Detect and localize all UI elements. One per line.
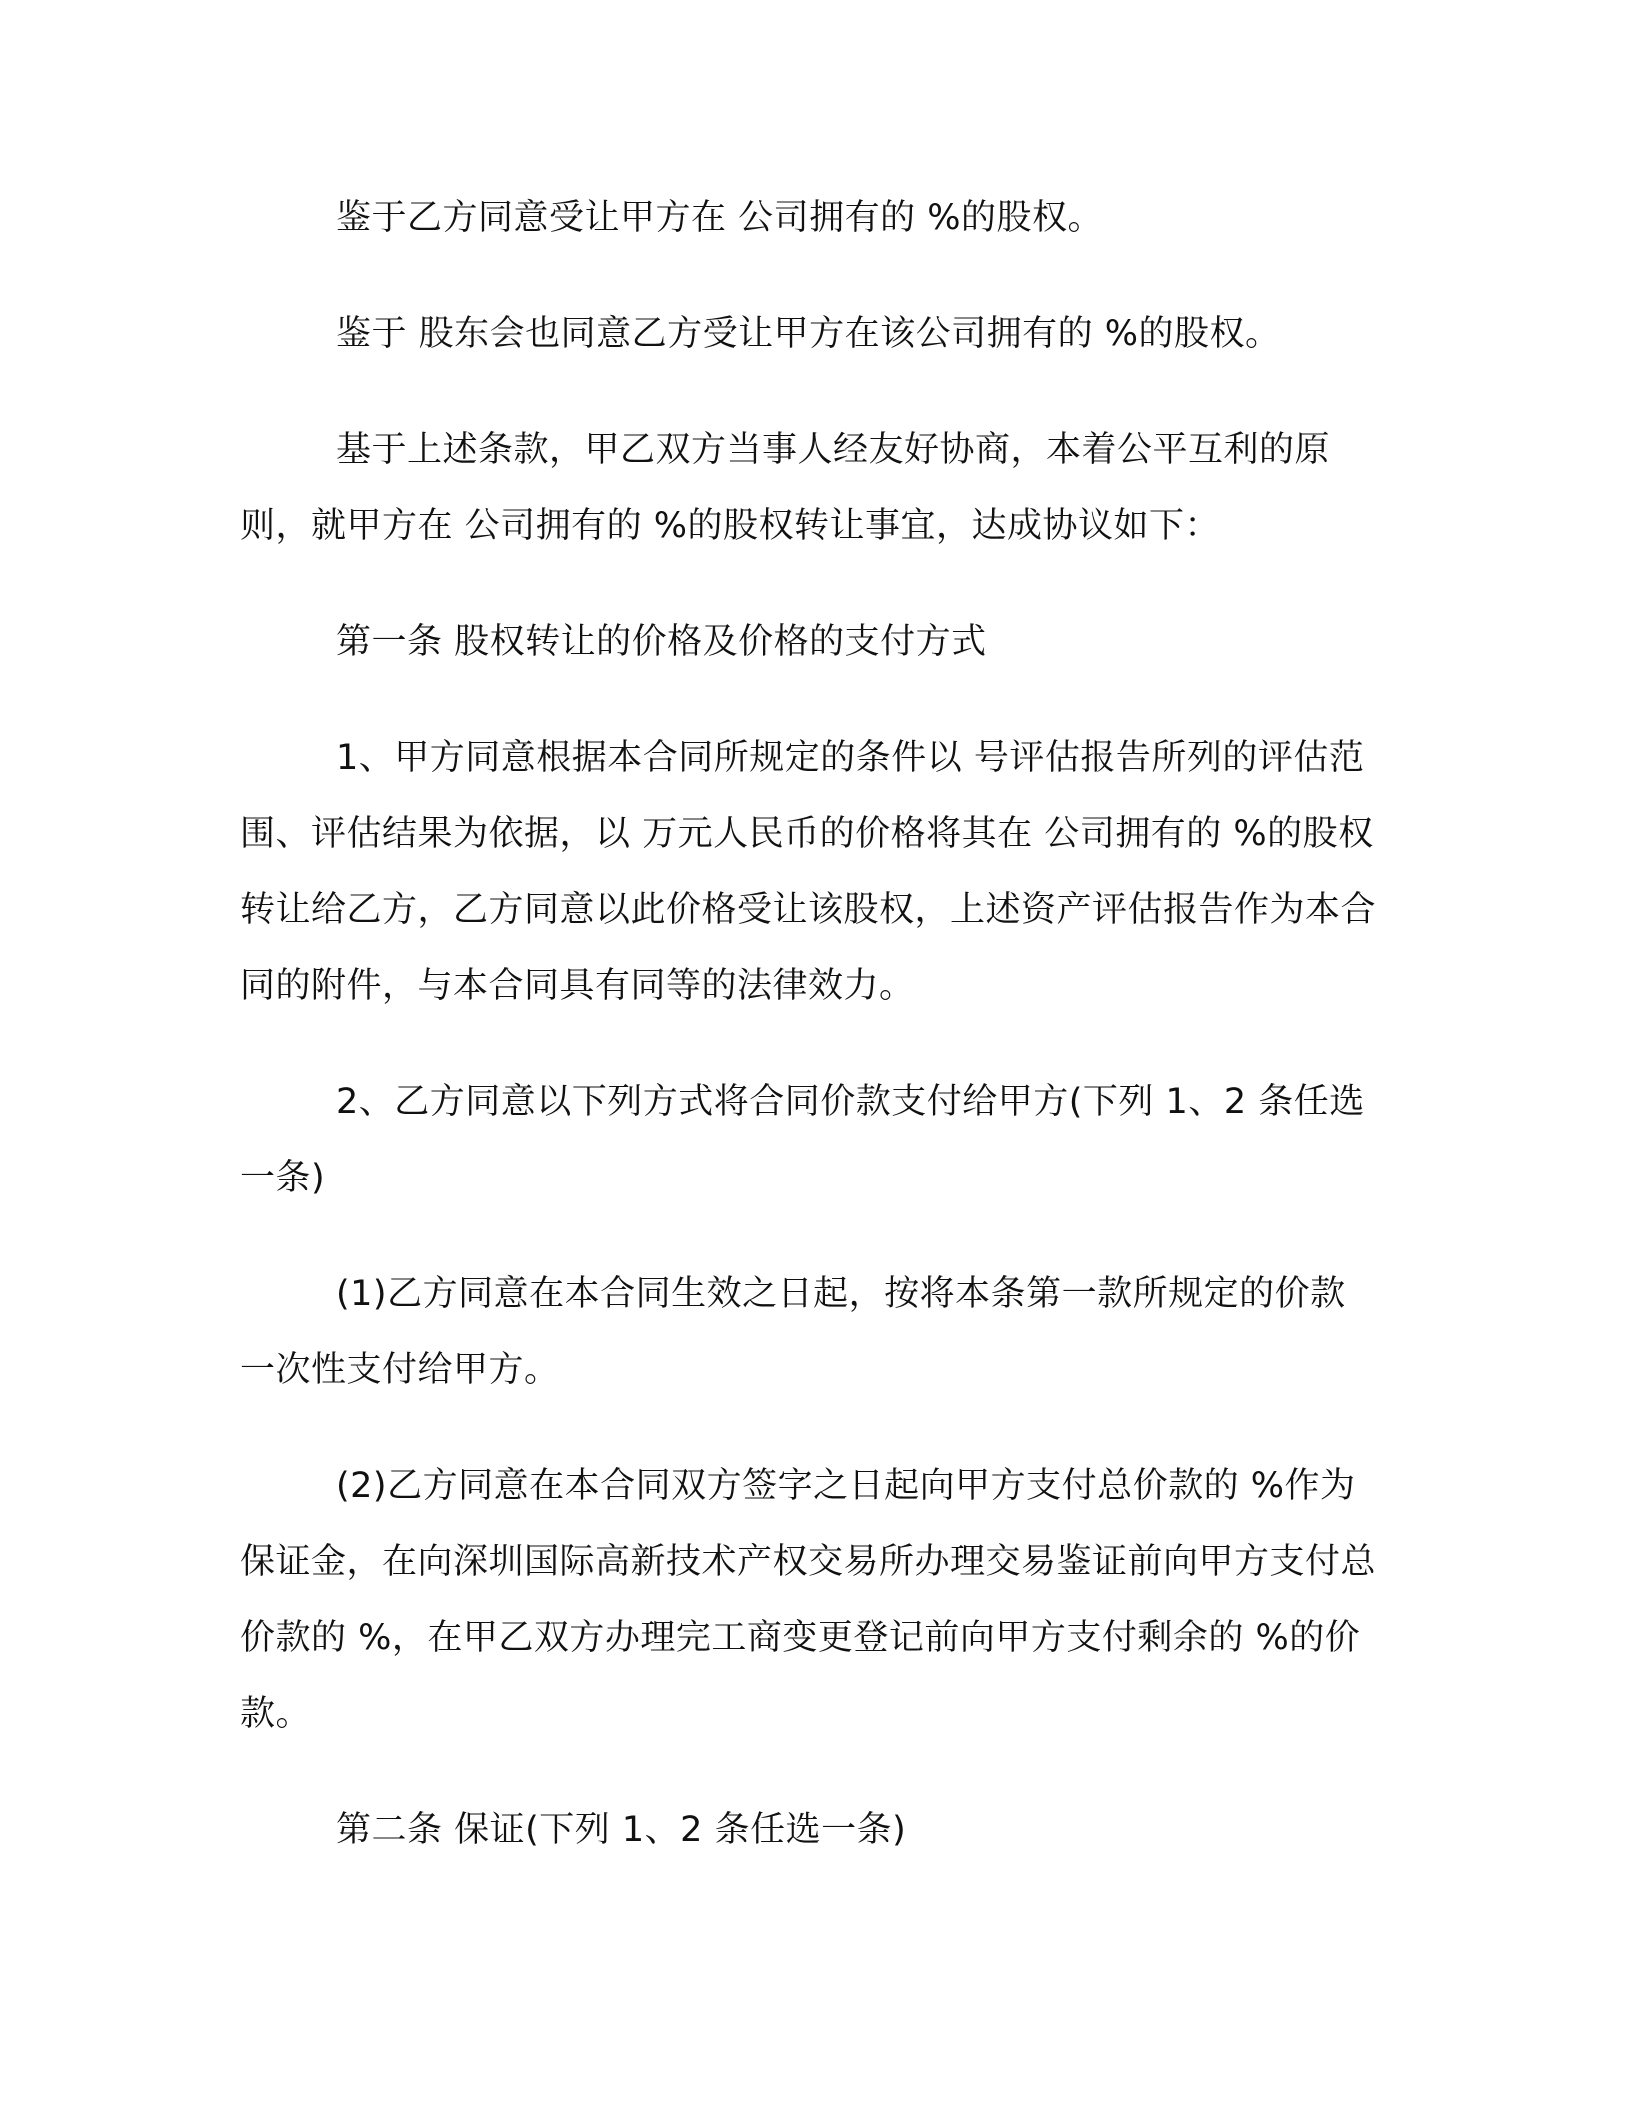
article-1-clause-2: 2、乙方同意以下列方式将合同价款支付给甲方(下列 1、2 条任选一条) — [240, 1082, 1365, 1198]
paragraph-recital-2: 鉴于 股东会也同意乙方受让甲方在该公司拥有的 %的股权。 — [336, 314, 1281, 354]
article-1-heading: 第一条 股权转让的价格及价格的支付方式 — [336, 622, 987, 662]
paragraph-recital-1: 鉴于乙方同意受让甲方在 公司拥有的 %的股权。 — [336, 198, 1104, 238]
document-body — [240, 180, 1380, 1908]
article-1-option-2: (2)乙方同意在本合同双方签字之日起向甲方支付总价款的 %作为保证金，在向深圳国际高新技术产权交易所办理交易鉴证前向甲方支付总价款的 %，在甲乙双方办理完工商变更登记前向甲方支付剩余的 %的价款。 — [240, 1466, 1377, 1734]
article-1-clause-1: 1、甲方同意根据本合同所规定的条件以 号评估报告所列的评估范围、评估结果为依据，以 万元人民币的价格将其在 公司拥有的 %的股权转让给乙方，乙方同意以此价格受让该股权，上述资产评估报告作为本合同的附件，与本合同具有同等的法律效力。 — [240, 738, 1377, 1006]
article-2-heading: 第二条 保证(下列 1、2 条任选一条) — [336, 1810, 907, 1850]
article-1-option-1: (1)乙方同意在本合同生效之日起，按将本条第一款所规定的价款一次性支付给甲方。 — [240, 1274, 1346, 1390]
paragraph-preamble: 基于上述条款，甲乙双方当事人经友好协商，本着公平互利的原则，就甲方在 公司拥有的 %的股权转让事宜，达成协议如下： — [240, 430, 1331, 546]
